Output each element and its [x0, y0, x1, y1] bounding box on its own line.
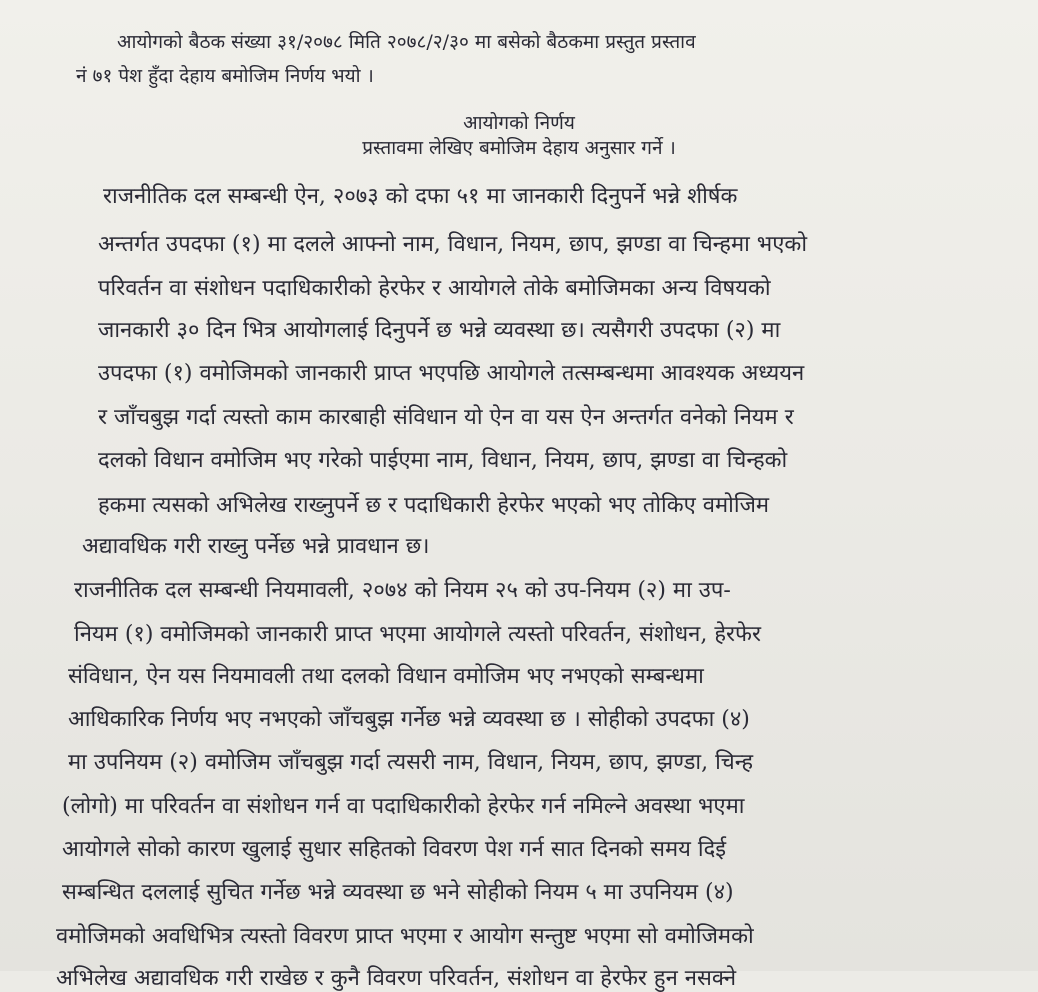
paragraph-2-line: वमोजिमको अवधिभित्र त्यस्तो विवरण प्राप्त भएमा र आयोग सन्तुष्ट भएमा सो वमोजिमको: [56, 924, 754, 949]
paragraph-1-line: अद्यावधिक गरी राख्नु पर्नेछ भन्ने प्रावधान छ।: [82, 534, 430, 559]
paragraph-2-line: नियम (१) वमोजिमको जानकारी प्राप्त भएमा आयोगले त्यस्तो परिवर्तन, संशोधन, हेरफेर: [74, 622, 762, 647]
paragraph-2-line: सम्बन्धित दललाई सुचित गर्नेछ भन्ने व्यवस्था छ भने सोहीको नियम ५ मा उपनियम (४): [62, 880, 734, 905]
paragraph-1-line: जानकारी ३० दिन भित्र आयोगलाई दिनुपर्ने छ भन्ने व्यवस्था छ। त्यसैगरी उपदफा (२) मा: [98, 318, 781, 343]
paragraph-2-line: (लोगो) मा परिवर्तन वा संशोधन गर्न वा पदाधिकारीको हेरफेर गर्न नमिल्ने अवस्था भएमा: [62, 794, 745, 819]
paragraph-1-line: दलको विधान वमोजिम भए गरेको पाईएमा नाम, विधान, नियम, छाप, झण्डा वा चिन्हको: [98, 448, 788, 473]
paragraph-2-line: आधिकारिक निर्णय भए नभएको जाँचबुझ गर्नेछ भन्ने व्यवस्था छ । सोहीको उपदफा (४): [68, 707, 750, 732]
paragraph-2-line: मा उपनियम (२) वमोजिम जाँचबुझ गर्दा त्यसरी नाम, विधान, नियम, छाप, झण्डा, चिन्ह: [68, 750, 753, 775]
decision-title: आयोगको निर्णय: [463, 112, 575, 134]
paragraph-2-line: संविधान, ऐन यस नियमावली तथा दलको विधान वमोजिम भए नभएको सम्बन्धमा: [68, 664, 704, 689]
paragraph-1-line: उपदफा (१) वमोजिमको जानकारी प्राप्त भएपछि आयोगले तत्सम्बन्धमा आवश्यक अध्ययन: [98, 361, 805, 386]
paragraph-2-line: राजनीतिक दल सम्बन्धी नियमावली, २०७४ को नियम २५ को उप-नियम (२) मा उप-: [74, 578, 731, 603]
decision-subtitle: प्रस्तावमा लेखिए बमोजिम देहाय अनुसार गर्ने ।: [362, 137, 676, 159]
paragraph-2-line: आयोगले सोको कारण खुलाई सुधार सहितको विवरण पेश गर्न सात दिनको समय दिई: [62, 837, 727, 862]
paragraph-1-line: राजनीतिक दल सम्बन्धी ऐन, २०७३ को दफा ५१ मा जानकारी दिनुपर्ने भन्ने शीर्षक: [103, 184, 738, 209]
intro-line: आयोगको बैठक संख्या ३१/२०७८ मिति २०७८/२/३० मा बसेको बैठकमा प्रस्तुत प्रस्ताव: [117, 31, 696, 53]
paragraph-1-line: हकमा त्यसको अभिलेख राख्नुपर्ने छ र पदाधिकारी हेरफेर भएको भए तोकिए वमोजिम: [98, 493, 770, 518]
paragraph-1-line: परिवर्तन वा संशोधन पदाधिकारीको हेरफेर र आयोगले तोके बमोजिमका अन्य विषयको: [98, 276, 771, 301]
paragraph-1-line: अन्तर्गत उपदफा (१) मा दलले आफ्नो नाम, विधान, नियम, छाप, झण्डा वा चिन्हमा भएको: [98, 232, 808, 257]
paragraph-2-line: अभिलेख अद्यावधिक गरी राखेछ र कुनै विवरण परिवर्तन, संशोधन वा हेरफेर हुन नसक्ने: [56, 966, 737, 991]
paragraph-1-line: र जाँचबुझ गर्दा त्यस्तो काम कारबाही संविधान यो ऐन वा यस ऐन अन्तर्गत वनेको नियम र: [98, 405, 794, 430]
intro-line: नं ७१ पेश हुँदा देहाय बमोजिम निर्णय भयो ।: [76, 65, 374, 87]
